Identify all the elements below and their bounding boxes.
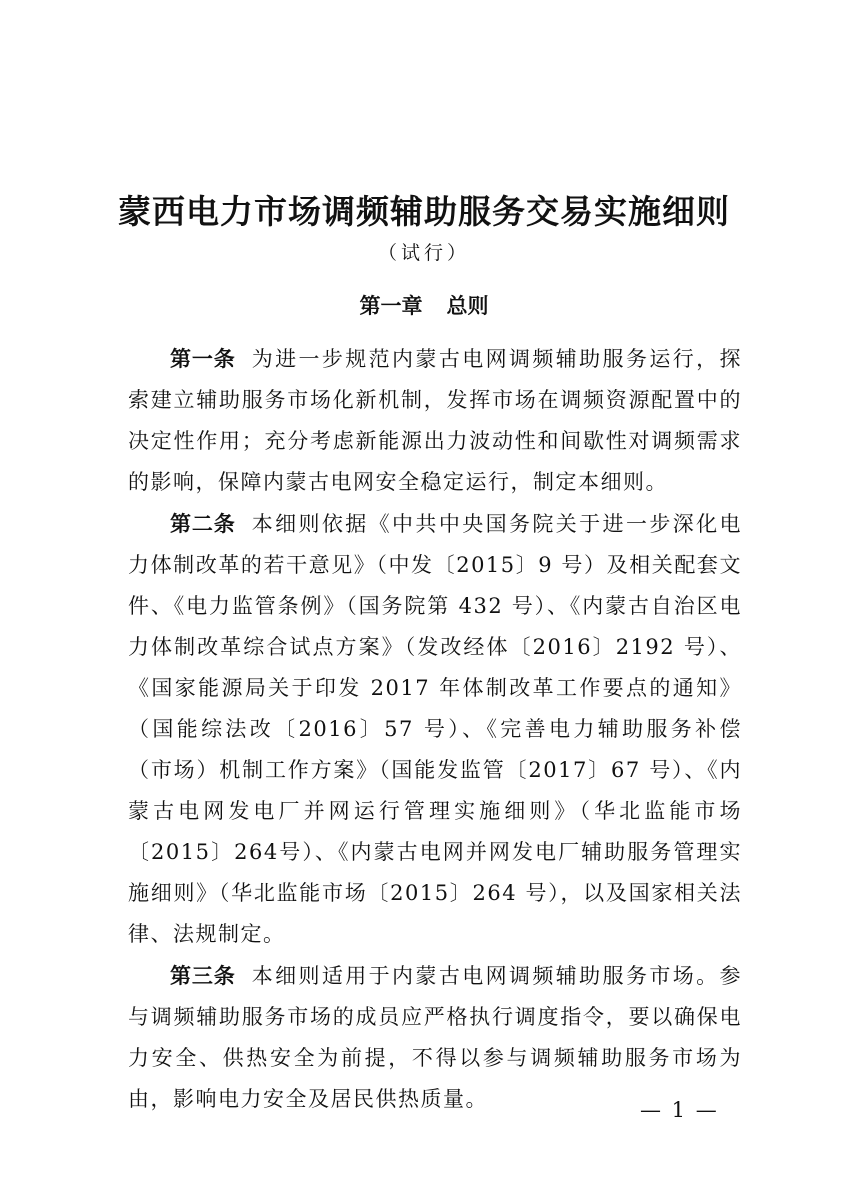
article-text: 本细则依据《中共中央国务院关于进一步深化电力体制改革的若干意见》（中发〔2015〕9 号）及相关配套文件、《电力监管条例》（国务院第 432 号）、《内蒙古自治区电力体制改革综合试点方案》（发改经体〔2016〕2192 号）、《国家能源局关于印发 2017 年体制改革工作要点的通知》（国能综法改〔2016〕57 号）、《完善电力辅助服务补偿（市场）机制工作方案》（国能发监管〔2017〕67 号）、《内蒙古电网发电厂并网运行管理实施细则》（华北监能市场〔2015〕264号）、《内蒙古电网并网发电厂辅助服务管理实施细则》（华北监能市场〔2015〕264 号），以及国家相关法律、法规制定。: [128, 512, 743, 946]
article-number: 第二条: [170, 511, 236, 536]
chapter-title: 总则: [446, 293, 489, 318]
document-body: [128, 338, 742, 1120]
article-text: 本细则适用于内蒙古电网调频辅助服务市场。参与调频辅助服务市场的成员应严格执行调度指令，要以确保电力安全、供热安全为前提，不得以参与调频辅助服务市场为由，影响电力安全及居民供热质量。: [128, 964, 743, 1111]
chapter-heading: [0, 290, 848, 320]
document-subtitle: （试行）: [377, 242, 470, 264]
article-number: 第三条: [170, 963, 236, 988]
article-1: [128, 338, 742, 503]
article-number: 第一条: [170, 346, 236, 371]
chapter-number: 第一章: [359, 293, 423, 318]
document-title: 蒙西电力市场调频辅助服务交易实施细则: [118, 192, 730, 231]
article-text: 为进一步规范内蒙古电网调频辅助服务运行，探索建立辅助服务市场化新机制，发挥市场在调频资源配置中的决定性作用；充分考虑新能源出力波动性和间歇性对调频需求的影响，保障内蒙古电网安全稳定运行，制定本细则。: [128, 347, 743, 494]
article-2: [128, 503, 742, 955]
article-3: [128, 955, 742, 1120]
page-number: — 1 —: [640, 1098, 719, 1122]
